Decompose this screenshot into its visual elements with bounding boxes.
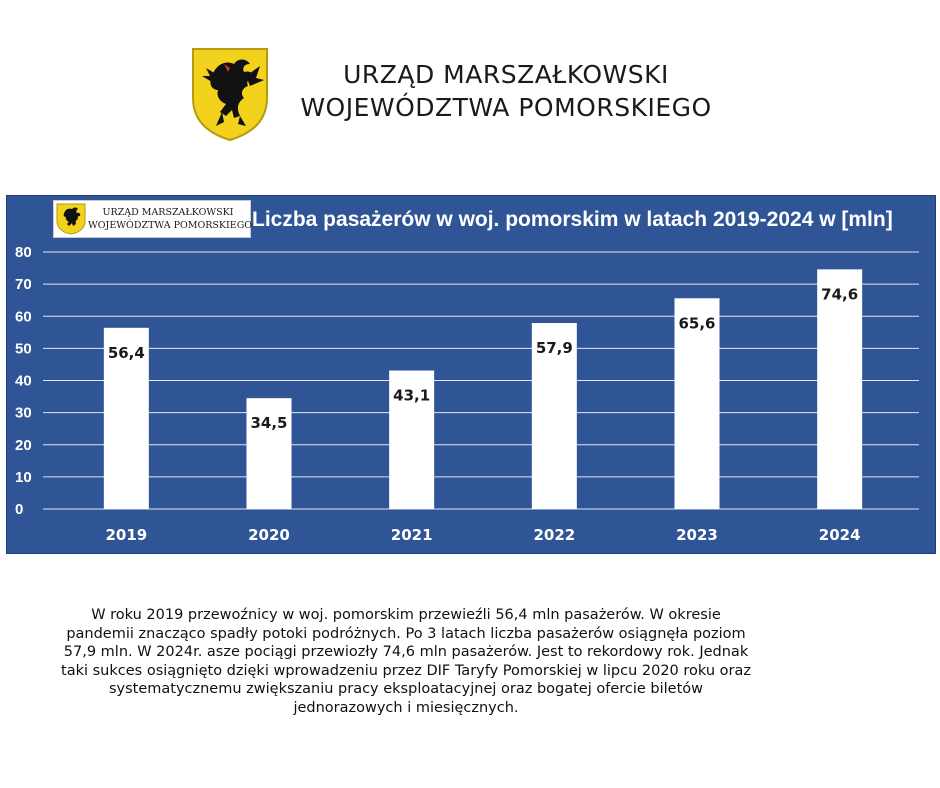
x-tick-label: 2020 [248,526,290,544]
data-label: 43,1 [393,386,431,405]
chart-logo [53,200,251,238]
data-label: 57,9 [535,338,573,357]
x-tick-label: 2022 [533,526,576,544]
x-tick-label: 2021 [390,526,433,544]
chart-logo-line1: URZĄD MARSZAŁKOWSKI [102,207,234,218]
x-tick-label: 2019 [105,526,148,544]
org-name-line1: URZĄD MARSZAŁKOWSKI [343,60,669,89]
org-name-line2: WOJEWÓDZTWA POMORSKIEGO [300,93,712,122]
chart-panel [6,195,936,554]
chart-logo-text [88,206,253,232]
y-tick-label: 50 [15,340,32,358]
data-label: 74,6 [821,285,859,304]
y-tick-label: 10 [15,468,32,486]
y-tick-label: 60 [15,308,32,326]
x-tick-label: 2023 [676,526,718,544]
description-text: W roku 2019 przewoźnicy w woj. pomorskim przewieźli 56,4 mln pasażerów. W okresie pandemii znacząco spadły potoki podróżnych. Po 3 latach liczba pasażerów osiągnęła poziom 57,9 mln. W 2024r. asze pociągi przewiozły 74,6 mln pasażerów. Jest to rekordowy rok. Jednak taki sukces osiągnięto dzięki wprowadzeniu przez DIF Taryfy Pomorskiej w lipcu 2020 roku oraz systematycznemu zwiększaniu pracy eksploatacyjnej oraz bogatej ofercie biletów jednorazowych i miesięcznych. [61,607,751,716]
y-tick-label: 0 [15,501,24,518]
y-tick-label: 20 [15,436,32,454]
bar-chart [7,196,935,553]
y-tick-label: 70 [15,276,32,294]
y-tick-label: 80 [15,244,32,261]
griffin-crest-icon [56,203,86,235]
chart-logo-line2: WOJEWÓDZTWA POMORSKIEGO [88,220,253,231]
bar [817,269,862,509]
chart-title: Liczba pasażerów w woj. pomorskim w latach 2019-2024 w [mln] [252,208,893,231]
y-tick-label: 30 [15,404,32,422]
x-tick-label: 2024 [818,526,861,544]
data-label: 65,6 [678,314,716,333]
data-label: 34,5 [250,414,288,433]
data-label: 56,4 [107,343,145,362]
y-tick-label: 40 [15,372,32,390]
organization-name [286,58,726,124]
griffin-crest-icon [190,46,270,142]
header [0,0,940,160]
